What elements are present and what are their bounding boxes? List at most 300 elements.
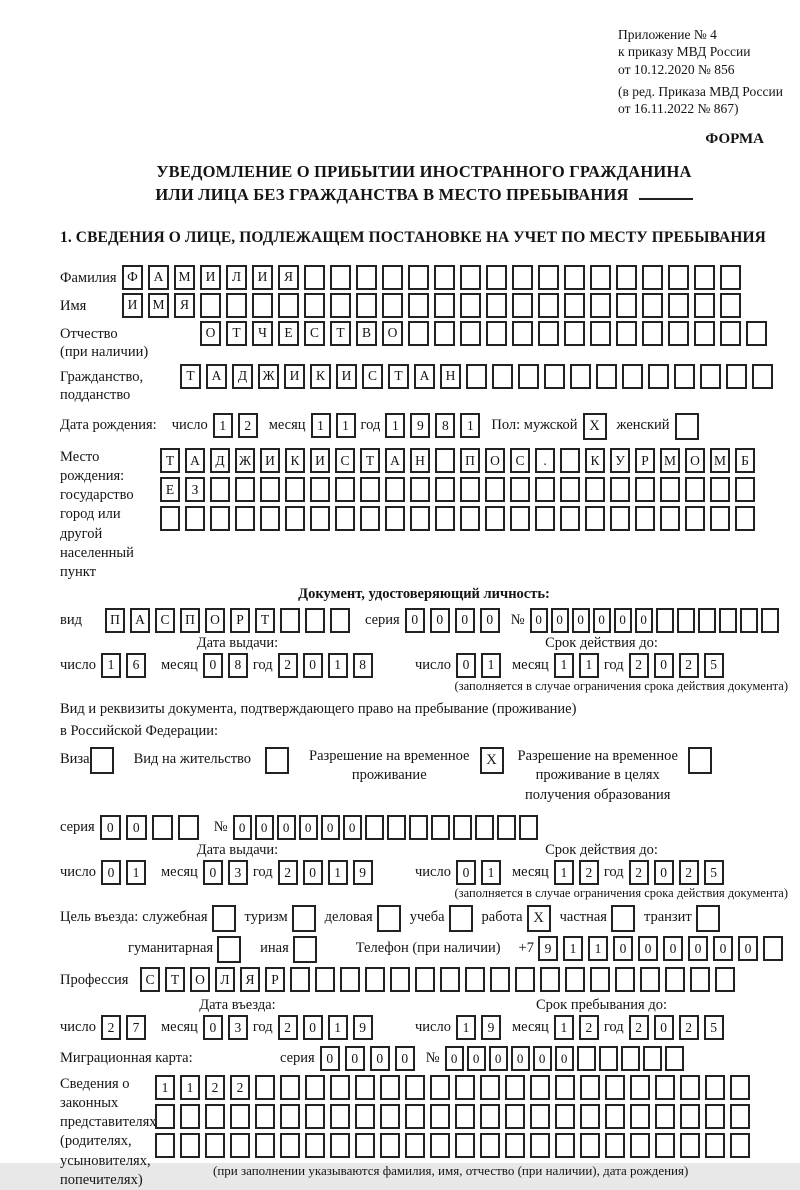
char-cell: X — [527, 905, 551, 932]
char-cell — [605, 1133, 625, 1158]
char-cell: 0 — [299, 815, 318, 840]
temp-residence-education-checkbox — [688, 747, 712, 774]
char-cell — [330, 1075, 350, 1100]
number-label: № — [425, 1050, 440, 1067]
char-cell: 0 — [654, 653, 674, 678]
char-cell — [680, 1133, 700, 1158]
char-cell: Т — [165, 967, 185, 992]
char-cell: X — [583, 413, 607, 440]
field-name — [60, 293, 788, 318]
char-cell — [710, 506, 730, 531]
char-cell — [434, 321, 455, 346]
field-entry-purpose — [60, 905, 788, 932]
char-cell — [530, 1104, 550, 1129]
char-cell — [340, 967, 360, 992]
char-cell — [655, 1104, 675, 1129]
visa-label: Виза — [60, 750, 90, 767]
char-cell: 9 — [353, 1015, 373, 1040]
birthplace-row-3 — [160, 506, 760, 531]
doc-type-cells — [105, 608, 355, 633]
char-cell — [518, 364, 539, 389]
char-cell — [674, 364, 695, 389]
char-cell: 0 — [638, 936, 658, 961]
char-cell: 6 — [126, 653, 146, 678]
issue-date-heading: Дата выдачи: — [196, 842, 279, 859]
char-cell — [280, 1075, 300, 1100]
header-line: от 10.12.2020 № 856 — [618, 61, 735, 77]
sex-female-checkbox — [675, 413, 699, 440]
field-identity-doc — [60, 608, 788, 633]
char-cell — [585, 506, 605, 531]
char-cell — [385, 506, 405, 531]
char-cell: 1 — [554, 653, 574, 678]
char-cell: 1 — [155, 1075, 175, 1100]
name-label: Имя — [60, 297, 87, 314]
representatives-label: Сведения о законных представителях (родителях, усыновителях, попечителях) — [60, 1076, 157, 1188]
field-migration-card — [60, 1046, 788, 1071]
char-cell — [356, 265, 377, 290]
char-cell — [643, 1046, 662, 1071]
char-cell — [560, 477, 580, 502]
char-cell — [565, 967, 585, 992]
issue-date-heading: Дата выдачи: — [196, 634, 279, 651]
char-cell: Б — [735, 448, 755, 473]
birth-year-cells — [385, 413, 485, 438]
residence-series-cells — [100, 815, 204, 840]
char-cell — [440, 967, 460, 992]
entry-month-cells — [203, 1015, 253, 1040]
char-cell — [616, 265, 637, 290]
char-cell — [485, 506, 505, 531]
char-cell — [293, 936, 317, 963]
char-cell: 5 — [704, 1015, 724, 1040]
birth-day-cells — [213, 413, 263, 438]
char-cell: О — [485, 448, 505, 473]
char-cell — [668, 321, 689, 346]
char-cell — [382, 265, 403, 290]
char-cell — [408, 321, 429, 346]
entry-date-heading: Дата въезда: — [199, 997, 276, 1014]
sex-male-checkbox — [583, 413, 607, 440]
char-cell — [610, 506, 630, 531]
valid-month-cells — [554, 860, 604, 885]
char-cell: 2 — [238, 413, 258, 438]
char-cell — [431, 815, 450, 840]
char-cell — [217, 936, 241, 963]
patronymic-cells — [200, 321, 772, 346]
char-cell: 5 — [704, 860, 724, 885]
char-cell — [621, 1046, 640, 1071]
month-label: месяц — [160, 1019, 198, 1036]
appendix-reference — [618, 26, 788, 117]
char-cell — [255, 1133, 275, 1158]
char-cell: 3 — [228, 860, 248, 885]
stay-month-cells — [554, 1015, 604, 1040]
char-cell — [480, 1075, 500, 1100]
char-cell — [360, 506, 380, 531]
char-cell: К — [285, 448, 305, 473]
char-cell — [415, 967, 435, 992]
birth-date-label: Дата рождения: — [60, 417, 157, 434]
char-cell — [510, 506, 530, 531]
purpose-private-checkbox — [611, 905, 635, 932]
residence-permit-checkbox — [265, 747, 289, 774]
char-cell: Р — [230, 608, 250, 633]
field-birth-date — [60, 413, 788, 440]
char-cell: З — [185, 477, 205, 502]
char-cell — [355, 1133, 375, 1158]
purpose-humanitarian-checkbox — [217, 936, 241, 963]
valid-until-group — [415, 653, 788, 678]
char-cell — [155, 1104, 175, 1129]
char-cell — [385, 477, 405, 502]
purpose-business-label: деловая — [324, 909, 373, 926]
char-cell: 0 — [593, 608, 611, 633]
char-cell — [305, 1075, 325, 1100]
char-cell: 0 — [303, 860, 323, 885]
char-cell — [730, 1075, 750, 1100]
char-cell — [278, 293, 299, 318]
char-cell: 0 — [430, 608, 450, 633]
char-cell: 2 — [278, 1015, 298, 1040]
char-cell — [761, 608, 779, 633]
char-cell — [265, 747, 289, 774]
valid-month-cells — [554, 653, 604, 678]
title-blank-line — [639, 184, 693, 200]
char-cell: 0 — [101, 860, 121, 885]
char-cell — [665, 967, 685, 992]
char-cell — [455, 1104, 475, 1129]
char-cell — [596, 364, 617, 389]
purpose-tourism-label: туризм — [244, 909, 288, 926]
field-birthplace — [60, 448, 788, 582]
char-cell: В — [356, 321, 377, 346]
char-cell: 2 — [629, 860, 649, 885]
char-cell — [685, 506, 705, 531]
char-cell: Р — [635, 448, 655, 473]
char-cell: 1 — [579, 653, 599, 678]
char-cell: Р — [265, 967, 285, 992]
char-cell: 2 — [101, 1015, 121, 1040]
char-cell — [564, 265, 585, 290]
char-cell — [656, 608, 674, 633]
char-cell: 3 — [228, 1015, 248, 1040]
char-cell — [380, 1104, 400, 1129]
char-cell: 1 — [328, 860, 348, 885]
char-cell — [497, 815, 516, 840]
char-cell: Е — [160, 477, 180, 502]
field-profession — [60, 967, 788, 992]
purpose-work-label: работа — [481, 909, 523, 926]
char-cell: 0 — [320, 1046, 340, 1071]
char-cell — [330, 1104, 350, 1129]
char-cell: С — [510, 448, 530, 473]
char-cell — [434, 293, 455, 318]
char-cell: 8 — [435, 413, 455, 438]
representatives-cells — [155, 1075, 755, 1190]
number-label: № — [510, 611, 525, 628]
char-cell — [434, 265, 455, 290]
char-cell: 0 — [489, 1046, 508, 1071]
option-visa — [60, 747, 114, 774]
char-cell — [668, 293, 689, 318]
char-cell — [715, 967, 735, 992]
char-cell — [735, 477, 755, 502]
char-cell: 1 — [481, 653, 501, 678]
char-cell — [435, 448, 455, 473]
char-cell — [705, 1104, 725, 1129]
form-title — [60, 160, 788, 206]
header-line: Приложение № 4 — [618, 27, 717, 42]
day-label: число — [171, 417, 208, 434]
char-cell: 0 — [456, 860, 476, 885]
char-cell: 1 — [311, 413, 331, 438]
char-cell: 0 — [345, 1046, 365, 1071]
header-line: к приказу МВД России — [618, 44, 751, 60]
valid-day-cells — [456, 860, 506, 885]
year-label: год — [603, 1019, 624, 1036]
month-label: месяц — [160, 656, 198, 673]
char-cell — [540, 967, 560, 992]
char-cell — [730, 1104, 750, 1129]
char-cell: О — [205, 608, 225, 633]
residence-doc-options — [60, 747, 788, 805]
char-cell — [460, 321, 481, 346]
char-cell: 1 — [101, 653, 121, 678]
purpose-official-checkbox — [212, 905, 236, 932]
char-cell — [304, 265, 325, 290]
char-cell: С — [362, 364, 383, 389]
char-cell — [360, 477, 380, 502]
char-cell — [580, 1133, 600, 1158]
char-cell — [564, 293, 585, 318]
char-cell: 0 — [456, 653, 476, 678]
char-cell: Т — [160, 448, 180, 473]
char-cell — [696, 905, 720, 932]
option-temp-residence — [309, 747, 503, 786]
char-cell — [356, 293, 377, 318]
char-cell — [665, 1046, 684, 1071]
char-cell: 0 — [738, 936, 758, 961]
valid-until-heading: Срок действия до: — [545, 634, 658, 651]
representatives-row-1 — [155, 1075, 755, 1100]
char-cell — [735, 506, 755, 531]
year-label: год — [360, 417, 381, 434]
issue-day-cells — [101, 653, 151, 678]
char-cell: 2 — [579, 860, 599, 885]
char-cell — [260, 506, 280, 531]
char-cell: 2 — [629, 1015, 649, 1040]
surname-label: Фамилия — [60, 269, 117, 286]
validity-note: (заполняется в случае ограничения срока действия документа) — [454, 886, 788, 901]
char-cell — [530, 1075, 550, 1100]
char-cell — [720, 265, 741, 290]
char-cell — [155, 1133, 175, 1158]
char-cell: 1 — [554, 860, 574, 885]
char-cell — [460, 265, 481, 290]
char-cell — [555, 1075, 575, 1100]
stay-until-heading: Срок пребывания до: — [536, 997, 667, 1014]
birthplace-cells — [160, 448, 760, 531]
phone-label: Телефон (при наличии) — [355, 940, 501, 957]
entry-stay-dates — [60, 997, 788, 1040]
char-cell — [694, 321, 715, 346]
char-cell: 2 — [629, 653, 649, 678]
day-label: число — [60, 1019, 96, 1036]
char-cell: 0 — [635, 608, 653, 633]
char-cell: 0 — [343, 815, 362, 840]
char-cell — [490, 967, 510, 992]
char-cell — [185, 506, 205, 531]
residence-number-cells — [233, 815, 541, 840]
field-surname — [60, 265, 788, 290]
char-cell: 0 — [511, 1046, 530, 1071]
issue-year-cells — [278, 653, 378, 678]
issue-date-group — [60, 860, 415, 885]
char-cell — [335, 506, 355, 531]
identity-doc-heading: Документ, удостоверяющий личность: — [298, 585, 550, 602]
char-cell — [455, 1075, 475, 1100]
option-residence-permit — [134, 747, 289, 774]
char-cell — [410, 477, 430, 502]
issue-day-cells — [101, 860, 151, 885]
char-cell — [720, 321, 741, 346]
char-cell: Л — [215, 967, 235, 992]
char-cell — [519, 815, 538, 840]
day-label: число — [415, 1019, 451, 1036]
char-cell: 0 — [203, 653, 223, 678]
char-cell — [480, 1104, 500, 1129]
field-legal-representatives — [60, 1075, 788, 1190]
char-cell: 1 — [336, 413, 356, 438]
day-label: число — [415, 864, 451, 881]
series-label: серия — [280, 1050, 315, 1067]
char-cell: И — [252, 265, 273, 290]
temp-residence-checkbox — [480, 747, 504, 774]
char-cell — [660, 477, 680, 502]
char-cell: Н — [410, 448, 430, 473]
char-cell — [605, 1075, 625, 1100]
char-cell: 0 — [321, 815, 340, 840]
char-cell — [410, 506, 430, 531]
char-cell — [405, 1104, 425, 1129]
char-cell: И — [310, 448, 330, 473]
char-cell — [305, 1133, 325, 1158]
char-cell: 2 — [205, 1075, 225, 1100]
char-cell: 0 — [654, 860, 674, 885]
char-cell: А — [385, 448, 405, 473]
field-purpose-extra-phone — [60, 936, 788, 963]
char-cell — [430, 1104, 450, 1129]
char-cell: 2 — [579, 1015, 599, 1040]
char-cell: Е — [278, 321, 299, 346]
char-cell: 0 — [614, 608, 632, 633]
char-cell — [642, 265, 663, 290]
sex-female-label: женский — [616, 417, 670, 434]
char-cell: М — [660, 448, 680, 473]
year-label: год — [252, 864, 273, 881]
char-cell — [449, 905, 473, 932]
residence-doc-dates — [60, 842, 788, 901]
char-cell — [538, 265, 559, 290]
field-patronymic — [60, 321, 788, 361]
char-cell — [635, 477, 655, 502]
validity-note: (заполняется в случае ограничения срока действия документа) — [454, 678, 788, 693]
char-cell: Ф — [122, 265, 143, 290]
char-cell: 0 — [233, 815, 252, 840]
char-cell — [475, 815, 494, 840]
char-cell: Т — [330, 321, 351, 346]
char-cell: 0 — [445, 1046, 464, 1071]
char-cell — [538, 321, 559, 346]
year-label: год — [252, 656, 273, 673]
char-cell: М — [148, 293, 169, 318]
char-cell — [492, 364, 513, 389]
char-cell: Д — [210, 448, 230, 473]
char-cell: О — [685, 448, 705, 473]
char-cell — [680, 1104, 700, 1129]
char-cell: 0 — [480, 608, 500, 633]
char-cell — [555, 1104, 575, 1129]
purpose-transit-checkbox — [696, 905, 720, 932]
char-cell — [178, 815, 199, 840]
char-cell — [226, 293, 247, 318]
forma-label: ФОРМА — [705, 131, 764, 148]
char-cell — [405, 1133, 425, 1158]
char-cell: 0 — [467, 1046, 486, 1071]
purpose-transit-label: транзит — [643, 909, 692, 926]
doc-number-cells — [530, 608, 782, 633]
char-cell — [435, 506, 455, 531]
char-cell: 9 — [410, 413, 430, 438]
representatives-row-2 — [155, 1104, 755, 1129]
field-residence-doc-number — [60, 815, 788, 840]
char-cell: 9 — [481, 1015, 501, 1040]
char-cell — [453, 815, 472, 840]
char-cell — [740, 608, 758, 633]
char-cell — [292, 905, 316, 932]
entry-year-cells — [278, 1015, 378, 1040]
char-cell — [640, 967, 660, 992]
surname-cells — [122, 265, 746, 290]
purpose-study-label: учеба — [409, 909, 445, 926]
char-cell: 0 — [126, 815, 147, 840]
char-cell — [577, 1046, 596, 1071]
char-cell: К — [585, 448, 605, 473]
char-cell — [460, 506, 480, 531]
char-cell — [680, 1075, 700, 1100]
char-cell: 0 — [203, 860, 223, 885]
purpose-other-label: иная — [260, 940, 289, 957]
char-cell: 2 — [679, 653, 699, 678]
day-label: число — [60, 656, 96, 673]
valid-year-cells — [629, 860, 729, 885]
char-cell: 1 — [385, 413, 405, 438]
char-cell: А — [185, 448, 205, 473]
char-cell — [752, 364, 773, 389]
char-cell — [330, 1133, 350, 1158]
char-cell — [635, 506, 655, 531]
char-cell — [599, 1046, 618, 1071]
title-line-1: УВЕДОМЛЕНИЕ О ПРИБЫТИИ ИНОСТРАННОГО ГРАЖДАНИНА — [156, 162, 692, 182]
series-label: серия — [60, 819, 95, 836]
name-cells — [122, 293, 746, 318]
day-label: число — [60, 864, 96, 881]
char-cell — [510, 477, 530, 502]
char-cell: Т — [360, 448, 380, 473]
purpose-other-checkbox — [293, 936, 317, 963]
char-cell — [310, 506, 330, 531]
